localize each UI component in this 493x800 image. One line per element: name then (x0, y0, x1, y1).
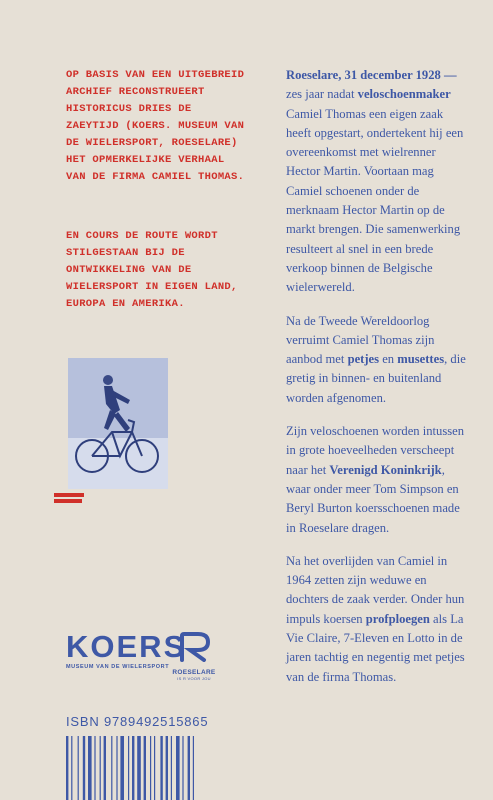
cyclist-photo (68, 358, 168, 489)
text-paragraph: Na het overlijden van Camiel in 1964 zetten zijn weduwe en dochters de zaak verder. Onder hun impuls koersen profploegen als La Vie Claire, 7-Eleven en Lotto in de jaren tachtig en negentig met petjes van de firma Thomas. (286, 553, 465, 684)
text-paragraph: Zijn veloschoenen worden intussen in grote hoeveelheden verscheept naar het Verenigd Koninkrijk, waar onder meer Tom Simpson en Beryl Burton koersschoenen made in Roeselare dragen. (286, 424, 465, 535)
text-paragraph: Na de Tweede Wereldoorlog verruimt Camiel Thomas zijn aanbod met petjes en musettes, die gretig in binnen- en buitenland worden afgenomen. (286, 313, 466, 405)
isbn-text: ISBN 9789492515865 (66, 714, 209, 729)
text-paragraph: Roeselare, 31 december 1928 — zes jaar nadat veloschoenmaker Camiel Thomas een eigen zaak heeft opgestart, ondertekent hij een overeenkomst met wielrenner Hector Martin. Voortaan mag Camiel schoenen onder de merknaam Hector Martin op de markt brengen. Die samenwerking resulteert al snel in een brede verkoop binnen de Belgische wielerwereld. (286, 68, 464, 295)
dateline: Roeselare, 31 december 1928 — (286, 68, 457, 82)
photo-caption-mark (54, 493, 84, 505)
barcode (66, 736, 212, 800)
roeselare-logo: ROESELARE IS R VOOR JOU (166, 632, 222, 681)
koers-logo: KOERS MUSEUM VAN DE WIELERSPORT (66, 629, 187, 670)
roeselare-r-icon (174, 632, 214, 662)
secondary-paragraph: EN COURS DE ROUTE WORDT STILGESTAAN BIJ DE ONTWIKKELING VAN DE WIELERSPORT IN EIGEN LAND, EUROPA EN AMERIKA. (66, 230, 238, 310)
main-text-column (286, 66, 468, 701)
intro-paragraph: OP BASIS VAN EEN UITGEBREID ARCHIEF RECONSTRUEERT HISTORICUS DRIES DE ZAEYTIJD (KOERS. MUSEUM VAN DE WIELERSPORT, ROESELARE) HET OPMERKELIJKE VERHAAL VAN DE FIRMA CAMIEL THOMAS. (66, 69, 245, 183)
